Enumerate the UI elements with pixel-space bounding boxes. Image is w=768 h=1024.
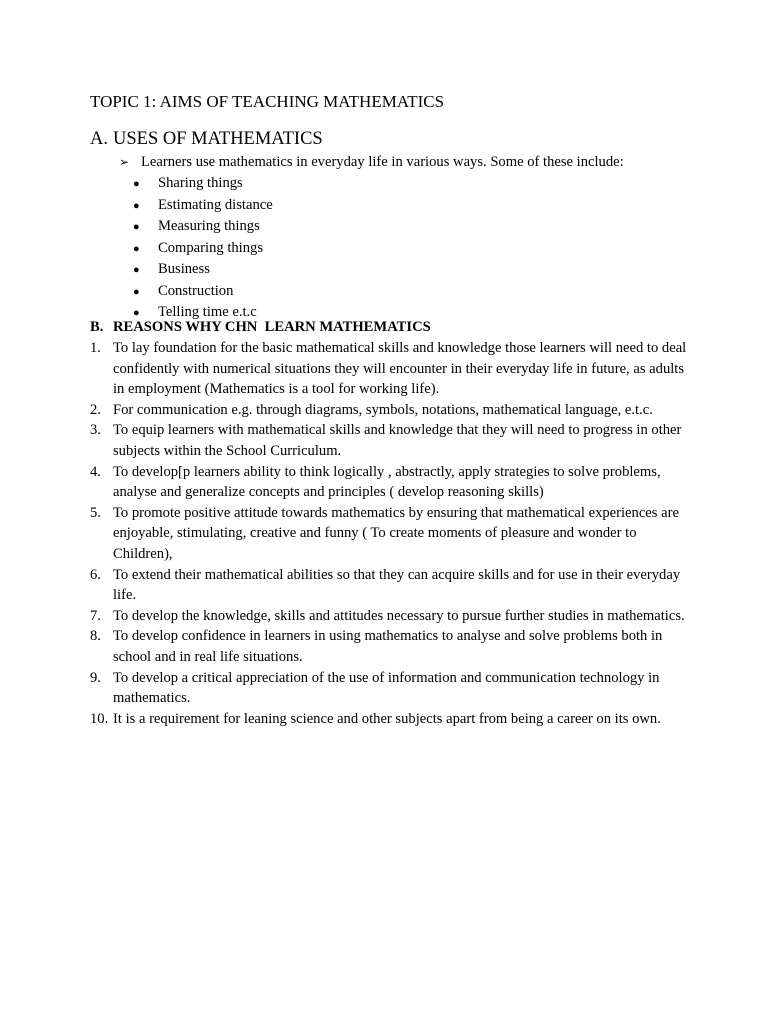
list-item: ● Measuring things: [133, 216, 273, 238]
bullet-icon: ●: [133, 264, 140, 276]
list-item: 9. To develop a critical appreciation of the use of information and communication technology in mathematics.: [90, 669, 660, 707]
bullet-icon: ●: [133, 199, 140, 212]
list-item: 1. To lay foundation for the basic mathematical skills and knowledge those learners will need to deal confidently with numerical situations they will encounter in their everyday life in future, as adults in employment (Mathematics is a tool for working life).: [90, 340, 687, 398]
reasons-numbered-list: [90, 338, 690, 729]
arrow-bullet-icon: ➢: [119, 155, 130, 169]
list-item: ● Telling time e.t.c: [133, 302, 273, 324]
list-item: ● Comparing things: [133, 238, 273, 260]
uses-bullet-list: [133, 173, 273, 324]
list-item: ● Business: [133, 259, 273, 281]
section-b-heading: [90, 317, 431, 338]
section-a-intro-text: Learners use mathematics in everyday life in various ways. Some of these include:: [141, 154, 624, 170]
section-b-title: REASONS WHY CHN LEARN MATHEMATICS: [113, 319, 431, 335]
list-item: ● Estimating distance: [133, 195, 273, 217]
list-item: 4. To develop[p learners ability to think logically , abstractly, apply strategies to solve problems, analyse and generalize concepts and principles ( develop reasoning skills): [90, 463, 661, 501]
bullet-icon: ●: [133, 221, 140, 233]
section-a-heading: [90, 129, 323, 150]
section-b-label: B.: [90, 319, 104, 335]
list-item: 10. It is a requirement for leaning science and other subjects apart from being a career on its own.: [90, 710, 661, 727]
list-item: 5. To promote positive attitude towards mathematics by ensuring that mathematical experiences are enjoyable, stimulating, creative and funny ( To create moments of pleasure and wonder to Children),: [90, 504, 679, 562]
list-item: 2. For communication e.g. through diagrams, symbols, notations, mathematical language, e.t.c.: [90, 401, 653, 418]
list-item: ● Sharing things: [133, 173, 273, 195]
bullet-icon: ●: [133, 307, 140, 319]
list-item: 7. To develop the knowledge, skills and attitudes necessary to pursue further studies in mathematics.: [90, 607, 685, 624]
section-a-title: USES OF MATHEMATICS: [113, 129, 323, 149]
bullet-icon: ●: [133, 178, 140, 190]
bullet-icon: ●: [133, 242, 140, 255]
section-a-intro: [119, 152, 624, 173]
topic-title: TOPIC 1: AIMS OF TEACHING MATHEMATICS: [90, 92, 445, 111]
bullet-icon: ●: [133, 285, 140, 298]
list-item: 8. To develop confidence in learners in using mathematics to analyse and solve problems both in school and in real life situations.: [90, 628, 663, 665]
list-item: ● Construction: [133, 281, 273, 303]
list-item: 3. To equip learners with mathematical skills and knowledge that they will need to progress in other subjects within the School Curriculum.: [90, 422, 682, 459]
section-a-label: A.: [90, 129, 108, 149]
list-item: 6. To extend their mathematical abilities so that they can acquire skills and for use in their everyday life.: [90, 566, 681, 604]
